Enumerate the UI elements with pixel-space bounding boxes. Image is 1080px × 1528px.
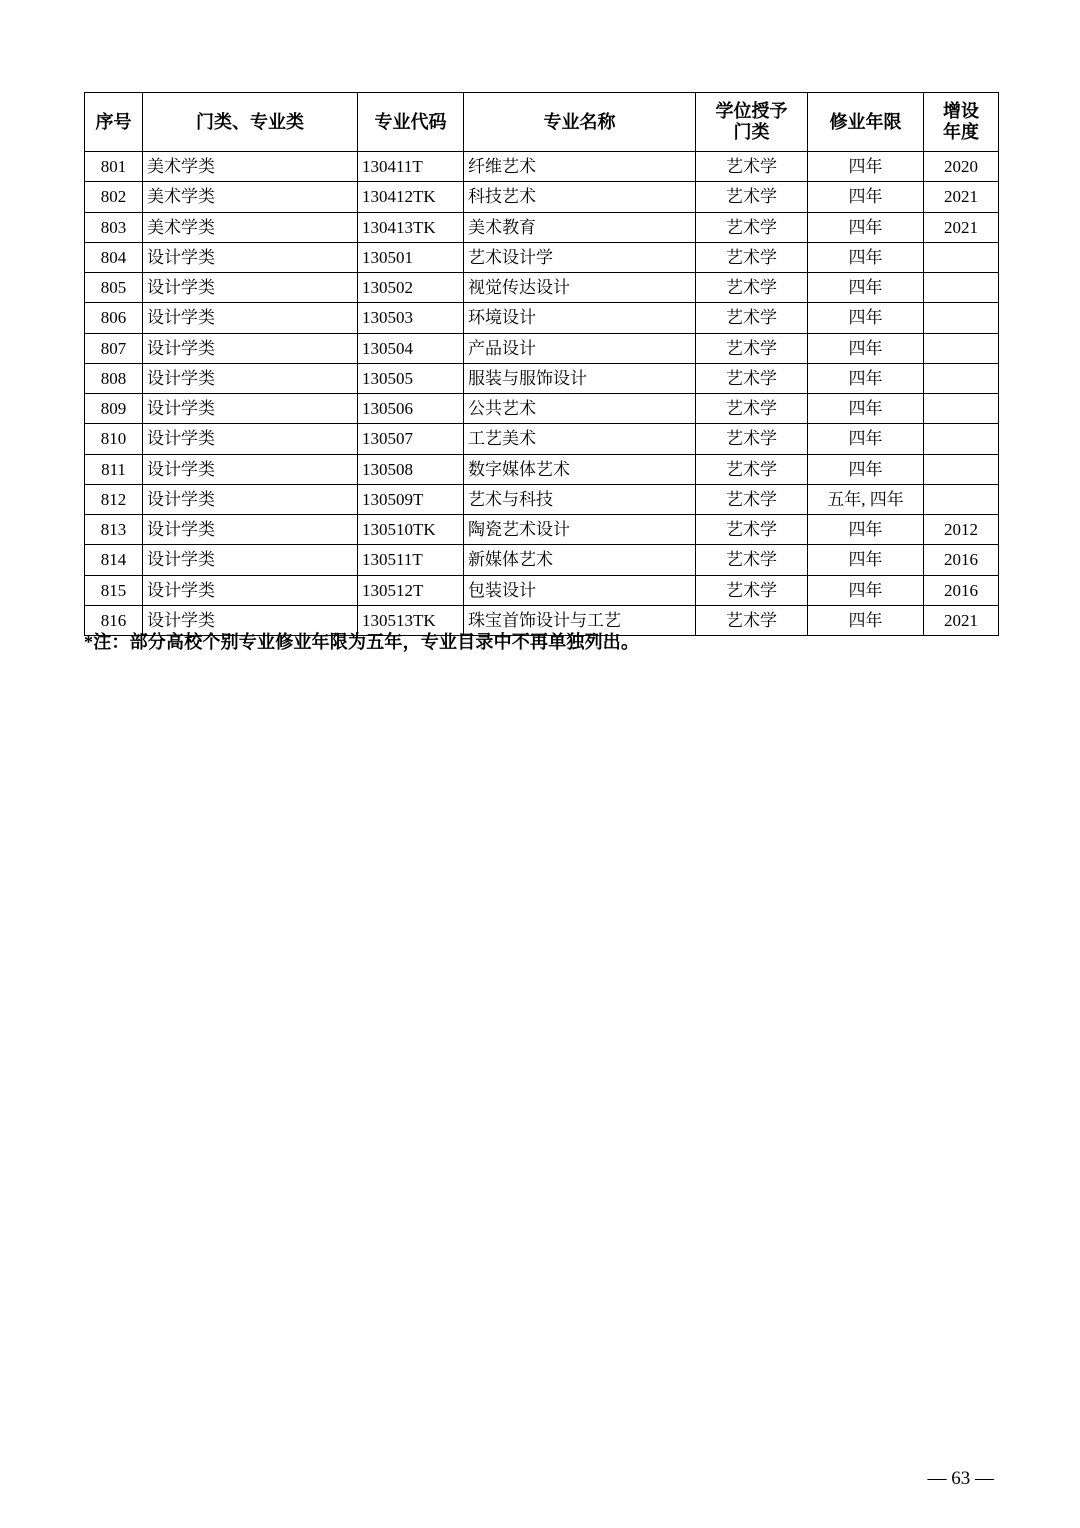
cell-code: 130506	[358, 394, 464, 424]
cell-category: 设计学类	[143, 394, 358, 424]
cell-index: 806	[85, 303, 143, 333]
column-header-name: 专业名称	[464, 93, 696, 152]
cell-name: 艺术设计学	[464, 242, 696, 272]
table-body	[85, 152, 999, 636]
cell-code: 130504	[358, 333, 464, 363]
cell-name: 美术教育	[464, 212, 696, 242]
cell-category: 设计学类	[143, 363, 358, 393]
cell-degree: 艺术学	[696, 484, 808, 514]
cell-added-year	[924, 333, 999, 363]
table-row	[85, 424, 999, 454]
table-row	[85, 182, 999, 212]
cell-category: 设计学类	[143, 424, 358, 454]
cell-name: 艺术与科技	[464, 484, 696, 514]
cell-code: 130501	[358, 242, 464, 272]
major-catalog-table	[84, 92, 999, 636]
cell-added-year	[924, 424, 999, 454]
cell-degree: 艺术学	[696, 363, 808, 393]
cell-index: 803	[85, 212, 143, 242]
column-header-degree-line1: 学位授予	[715, 101, 788, 122]
column-header-category: 门类、专业类	[143, 93, 358, 152]
major-catalog-table-wrapper	[84, 92, 998, 636]
cell-duration: 四年	[808, 333, 924, 363]
cell-added-year	[924, 363, 999, 393]
table-row	[85, 363, 999, 393]
cell-code: 130508	[358, 454, 464, 484]
cell-added-year: 2016	[924, 575, 999, 605]
table-note: *注：部分高校个别专业修业年限为五年，专业目录中不再单独列出。	[84, 632, 640, 652]
cell-degree: 艺术学	[696, 424, 808, 454]
table-row	[85, 242, 999, 272]
column-header-degree-line2: 门类	[733, 122, 770, 142]
cell-index: 805	[85, 273, 143, 303]
cell-added-year: 2021	[924, 182, 999, 212]
cell-added-year	[924, 242, 999, 272]
column-header-added-year-line2: 年度	[943, 122, 979, 142]
cell-duration: 四年	[808, 303, 924, 333]
cell-name: 新媒体艺术	[464, 545, 696, 575]
cell-added-year: 2021	[924, 212, 999, 242]
cell-category: 设计学类	[143, 484, 358, 514]
cell-duration: 四年	[808, 212, 924, 242]
cell-degree: 艺术学	[696, 545, 808, 575]
cell-name: 数字媒体艺术	[464, 454, 696, 484]
table-row	[85, 212, 999, 242]
cell-name: 包装设计	[464, 575, 696, 605]
cell-degree: 艺术学	[696, 152, 808, 182]
table-row	[85, 303, 999, 333]
cell-name: 珠宝首饰设计与工艺	[464, 605, 696, 635]
cell-category: 设计学类	[143, 303, 358, 333]
cell-name: 服装与服饰设计	[464, 363, 696, 393]
cell-added-year: 2020	[924, 152, 999, 182]
table-row	[85, 333, 999, 363]
cell-duration: 四年	[808, 545, 924, 575]
table-row	[85, 394, 999, 424]
cell-category: 设计学类	[143, 575, 358, 605]
cell-code: 130411T	[358, 152, 464, 182]
cell-duration: 四年	[808, 273, 924, 303]
cell-index: 801	[85, 152, 143, 182]
cell-duration: 四年	[808, 363, 924, 393]
cell-duration: 四年	[808, 394, 924, 424]
cell-index: 804	[85, 242, 143, 272]
cell-index: 814	[85, 545, 143, 575]
cell-code: 130502	[358, 273, 464, 303]
cell-name: 视觉传达设计	[464, 273, 696, 303]
cell-duration: 四年	[808, 454, 924, 484]
cell-degree: 艺术学	[696, 575, 808, 605]
column-header-added-year	[924, 93, 999, 152]
cell-name: 科技艺术	[464, 182, 696, 212]
cell-added-year: 2016	[924, 545, 999, 575]
page-number: — 63 —	[927, 1468, 994, 1489]
cell-code: 130507	[358, 424, 464, 454]
cell-duration: 四年	[808, 182, 924, 212]
table-row	[85, 152, 999, 182]
cell-added-year	[924, 394, 999, 424]
cell-name: 产品设计	[464, 333, 696, 363]
column-header-added-year-line1: 增设	[943, 101, 979, 122]
cell-degree: 艺术学	[696, 182, 808, 212]
column-header-code: 专业代码	[358, 93, 464, 152]
cell-index: 810	[85, 424, 143, 454]
cell-code: 130509T	[358, 484, 464, 514]
column-header-index: 序号	[85, 93, 143, 152]
cell-duration: 四年	[808, 515, 924, 545]
cell-added-year: 2012	[924, 515, 999, 545]
cell-added-year	[924, 303, 999, 333]
cell-name: 陶瓷艺术设计	[464, 515, 696, 545]
cell-category: 设计学类	[143, 515, 358, 545]
cell-added-year	[924, 454, 999, 484]
cell-category: 美术学类	[143, 152, 358, 182]
column-header-duration: 修业年限	[808, 93, 924, 152]
table-row	[85, 575, 999, 605]
cell-degree: 艺术学	[696, 454, 808, 484]
cell-name: 环境设计	[464, 303, 696, 333]
cell-name: 纤维艺术	[464, 152, 696, 182]
cell-code: 130412TK	[358, 182, 464, 212]
cell-code: 130511T	[358, 545, 464, 575]
cell-index: 815	[85, 575, 143, 605]
cell-degree: 艺术学	[696, 242, 808, 272]
cell-code: 130513TK	[358, 605, 464, 635]
cell-category: 设计学类	[143, 273, 358, 303]
cell-code: 130503	[358, 303, 464, 333]
cell-index: 808	[85, 363, 143, 393]
cell-duration: 四年	[808, 575, 924, 605]
table-row	[85, 273, 999, 303]
cell-code: 130510TK	[358, 515, 464, 545]
cell-category: 设计学类	[143, 545, 358, 575]
cell-index: 802	[85, 182, 143, 212]
cell-duration: 五年, 四年	[808, 484, 924, 514]
table-row	[85, 454, 999, 484]
cell-degree: 艺术学	[696, 212, 808, 242]
cell-duration: 四年	[808, 152, 924, 182]
cell-category: 设计学类	[143, 454, 358, 484]
cell-added-year	[924, 484, 999, 514]
cell-added-year	[924, 273, 999, 303]
cell-index: 807	[85, 333, 143, 363]
table-row	[85, 484, 999, 514]
cell-category: 美术学类	[143, 212, 358, 242]
cell-index: 809	[85, 394, 143, 424]
cell-index: 811	[85, 454, 143, 484]
cell-added-year: 2021	[924, 605, 999, 635]
cell-duration: 四年	[808, 242, 924, 272]
cell-index: 813	[85, 515, 143, 545]
cell-name: 工艺美术	[464, 424, 696, 454]
cell-degree: 艺术学	[696, 303, 808, 333]
cell-category: 设计学类	[143, 333, 358, 363]
table-header-row	[85, 93, 999, 152]
cell-degree: 艺术学	[696, 605, 808, 635]
cell-category: 美术学类	[143, 182, 358, 212]
cell-category: 设计学类	[143, 242, 358, 272]
cell-code: 130413TK	[358, 212, 464, 242]
cell-category: 设计学类	[143, 605, 358, 635]
table-row	[85, 545, 999, 575]
cell-index: 812	[85, 484, 143, 514]
cell-degree: 艺术学	[696, 394, 808, 424]
table-row	[85, 515, 999, 545]
column-header-degree	[696, 93, 808, 152]
cell-code: 130512T	[358, 575, 464, 605]
cell-degree: 艺术学	[696, 333, 808, 363]
cell-duration: 四年	[808, 605, 924, 635]
table-header	[85, 93, 999, 152]
cell-code: 130505	[358, 363, 464, 393]
cell-duration: 四年	[808, 424, 924, 454]
cell-index: 816	[85, 605, 143, 635]
cell-degree: 艺术学	[696, 515, 808, 545]
cell-name: 公共艺术	[464, 394, 696, 424]
cell-degree: 艺术学	[696, 273, 808, 303]
